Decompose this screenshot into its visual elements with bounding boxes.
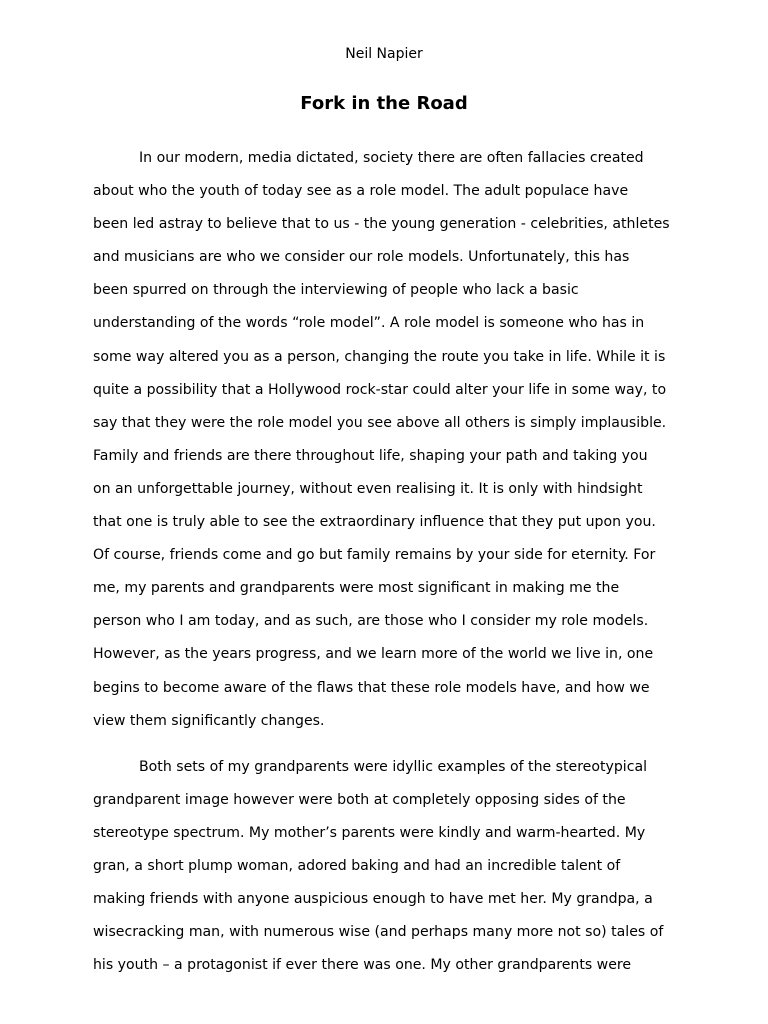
text-line: grandparent image however were both at completely opposing sides of the bbox=[93, 791, 626, 808]
text-line: been spurred on through the interviewing of people who lack a basic bbox=[93, 282, 579, 299]
text-line: his youth – a protagonist if ever there was one. My other grandparents were bbox=[93, 957, 632, 974]
author-name: Neil Napier bbox=[345, 46, 423, 62]
text-line: understanding of the words “role model”. A role model is someone who has in bbox=[93, 315, 645, 332]
text-line: making friends with anyone auspicious enough to have met her. My grandpa, a bbox=[93, 891, 653, 908]
paragraph-1 bbox=[93, 148, 693, 744]
text-line: been led astray to believe that to us - the young generation - celebrities, athletes bbox=[93, 216, 670, 233]
text-line: However, as the years progress, and we learn more of the world we live in, one bbox=[93, 646, 654, 663]
text-line: and musicians are who we consider our role models. Unfortunately, this has bbox=[93, 249, 630, 266]
text-line: begins to become aware of the flaws that these role models have, and how we bbox=[93, 679, 650, 696]
text-line: wisecracking man, with numerous wise (and perhaps many more not so) tales of bbox=[93, 924, 664, 941]
text-line: Both sets of my grandparents were idyllic examples of the stereotypical bbox=[139, 758, 648, 775]
document-title: Fork in the Road bbox=[300, 93, 468, 114]
paragraph-spacer bbox=[93, 744, 693, 757]
paragraph-2 bbox=[93, 757, 693, 989]
text-line: me, my parents and grandparents were most significant in making me the bbox=[93, 580, 620, 597]
text-line: quite a possibility that a Hollywood rock-star could alter your life in some way, to bbox=[93, 381, 667, 398]
text-line: person who I am today, and as such, are those who I consider my role models. bbox=[93, 613, 649, 630]
text-line: that one is truly able to see the extraordinary influence that they put upon you. bbox=[93, 514, 656, 531]
text-line: say that they were the role model you see above all others is simply implausible. bbox=[93, 414, 667, 431]
text-line: Family and friends are there throughout life, shaping your path and taking you bbox=[93, 447, 648, 464]
text-line: gran, a short plump woman, adored baking and had an incredible talent of bbox=[93, 857, 621, 874]
document-body bbox=[93, 148, 693, 988]
text-line: some way altered you as a person, changing the route you take in life. While it is bbox=[93, 348, 666, 365]
text-line: on an unforgettable journey, without even realising it. It is only with hindsight bbox=[93, 480, 643, 497]
text-line: stereotype spectrum. My mother’s parents were kindly and warm-hearted. My bbox=[93, 824, 646, 841]
text-line: view them significantly changes. bbox=[93, 712, 325, 729]
text-line: In our modern, media dictated, society there are often fallacies created bbox=[139, 150, 644, 166]
text-line: about who the youth of today see as a role model. The adult populace have bbox=[93, 183, 629, 200]
text-line: Of course, friends come and go but family remains by your side for eternity. For bbox=[93, 547, 656, 564]
